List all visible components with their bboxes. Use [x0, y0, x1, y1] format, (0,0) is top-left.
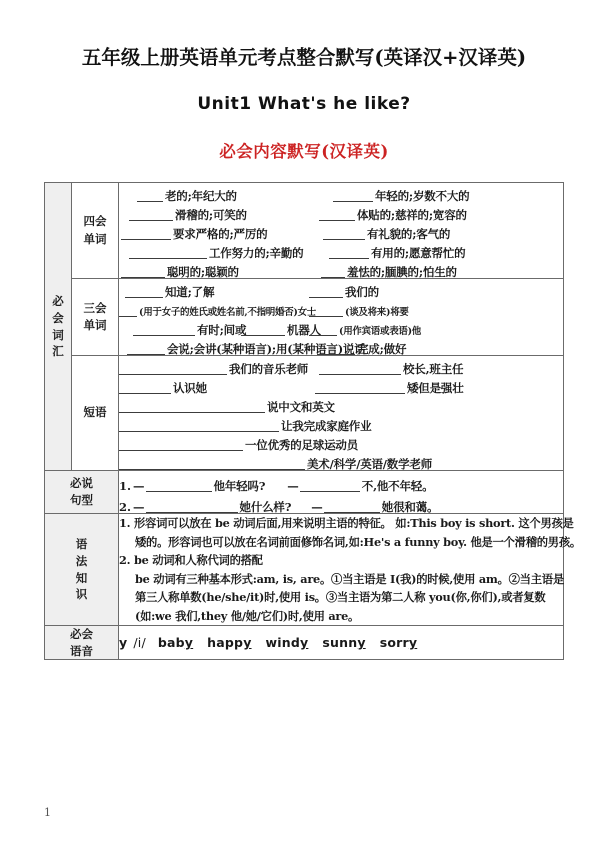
phonics-word-stem: happ: [207, 635, 244, 651]
prompt-text: 矮但是强壮: [407, 380, 464, 395]
grammar-line: be 动词有三种基本形式:am, is, are。①当主语是 I(我)的时候,使用 am。②当主语是: [135, 571, 564, 586]
label-char: 会: [52, 310, 64, 325]
prompt-text: 他年轻吗?: [213, 478, 266, 493]
grammar-line: 2. be 动词和人称代词的搭配: [119, 553, 263, 567]
answer-blank[interactable]: [119, 439, 243, 451]
vocab-entry: [119, 322, 247, 337]
answer-blank[interactable]: [146, 480, 212, 492]
vocab-entry-row: [119, 451, 563, 470]
table-row-phrases: [45, 356, 564, 471]
phonics-word-stem: wind: [265, 635, 301, 651]
grammar-line: 第三人称单数(he/she/it)时,使用 is。③当主语为第二人称 you(你,你们),或者复数: [135, 590, 546, 604]
prompt-text: 说中文和英文: [267, 399, 335, 414]
unit-title: Unit1 What's he like?: [197, 94, 411, 114]
table-row-phonics: [45, 626, 564, 660]
vocab-entry-row: [119, 317, 563, 336]
vocab-section-label: [45, 183, 72, 471]
worksheet-table-body: [45, 183, 581, 660]
vocab-entry: [319, 190, 469, 202]
vocab-entry: [119, 439, 358, 451]
answer-blank[interactable]: [321, 266, 345, 278]
vocab-entry: [119, 363, 315, 375]
vocab-entry: [319, 228, 450, 240]
answer-blank[interactable]: [309, 305, 343, 317]
phonics-symbol: /i/: [133, 635, 146, 651]
table-row-sentences: [45, 471, 564, 514]
prompt-text: 羞怯的;腼腆的;怕生的: [347, 264, 457, 279]
answer-blank[interactable]: [119, 401, 265, 413]
sentences-content: [119, 471, 564, 514]
prompt-text: (用于女子的姓氏或姓名前,不指明婚否)女士: [139, 306, 316, 318]
label-char: 法: [75, 553, 88, 568]
grammar-content: [119, 514, 581, 626]
label-line: 四会: [83, 214, 107, 229]
sentence-number: 2.: [119, 499, 132, 514]
vocab-entry: [119, 305, 316, 318]
vocab-entry-row: [119, 221, 563, 240]
answer-blank[interactable]: [127, 343, 165, 355]
grammar-line: (如:we 我们,they 他/她/它们)时,使用 are。: [135, 608, 360, 623]
answer-blank[interactable]: [119, 363, 227, 375]
phonics-letter: y: [119, 635, 128, 651]
grammar-line: 矮的。形容词也可以放在名词前面修饰名词,如:He's a funny boy. 他是一个滑稽的男孩。: [135, 534, 581, 549]
answer-blank[interactable]: [329, 247, 369, 259]
phonics-word-underlined: y: [243, 635, 252, 651]
sentence-row: [119, 492, 563, 513]
phonics-word-underlined: y: [357, 635, 366, 651]
sentence-number: 1.: [119, 478, 132, 493]
answer-blank[interactable]: [137, 190, 163, 202]
prompt-text: 滑稽的;可笑的: [175, 207, 247, 222]
vocab-entry: [119, 247, 319, 259]
prompt-text: 美术/科学/英语/数学老师: [307, 456, 432, 471]
three-skills-label: [72, 279, 119, 356]
answer-blank[interactable]: [119, 305, 137, 317]
vocab-entry: [119, 228, 319, 240]
vocab-entry: [319, 266, 457, 278]
vocab-entry: [237, 322, 321, 337]
vocab-entry: [319, 209, 467, 221]
worksheet-page: [0, 42, 608, 861]
label-char: 语: [75, 537, 88, 552]
label-line: 三会: [83, 300, 107, 315]
label-char: 必: [52, 294, 64, 309]
worksheet-table: [44, 182, 581, 660]
prompt-text: 工作努力的;辛勤的: [209, 245, 304, 260]
vocab-entry: [119, 209, 319, 221]
phonics-word-stem: bab: [157, 635, 185, 651]
table-row-four-skills: [45, 183, 564, 279]
section-title-red: 必会内容默写(汉译英): [219, 142, 389, 161]
vocab-entry-row: [119, 202, 563, 221]
vocab-entry-row: [119, 413, 563, 432]
prompt-text: (谈及将来)将要: [345, 306, 409, 318]
answer-blank[interactable]: [119, 420, 279, 432]
vocab-entry-row: [119, 394, 563, 413]
prompt-text: 让我完成家庭作业: [281, 418, 372, 433]
vocab-entry-row: [119, 375, 563, 394]
label-line: 语音: [70, 643, 93, 658]
vocab-entry: [309, 305, 409, 317]
phonics-word-stem: sunn: [322, 635, 358, 651]
vocab-entry: [309, 343, 406, 355]
sentence-row: [119, 471, 563, 492]
vocab-entry: [319, 247, 465, 259]
answer-blank[interactable]: [241, 324, 285, 336]
sentences-label: [45, 471, 119, 514]
phrases-content: [119, 356, 564, 471]
three-skills-content: [119, 279, 564, 356]
grammar-line: 1. 形容词可以放在 be 动词后面,用来说明主语的特征。 如:This boy is short. 这个男孩是: [119, 516, 574, 530]
answer-blank[interactable]: [319, 209, 355, 221]
label-line: 单词: [83, 318, 107, 332]
answer-blank[interactable]: [129, 209, 173, 221]
answer-blank[interactable]: [121, 228, 171, 240]
answer-blank[interactable]: [121, 266, 165, 278]
phonics-word-underlined: y: [184, 635, 194, 651]
four-skills-content: [119, 183, 564, 279]
vocab-entry: [119, 266, 319, 278]
phonics-label: [45, 626, 119, 660]
vocab-entry: [119, 401, 335, 413]
vocab-entry-row: [119, 183, 563, 202]
vocab-entry: [119, 458, 432, 470]
vocab-entry: [119, 341, 366, 356]
four-skills-label: [72, 183, 119, 279]
label-char: 词: [52, 327, 64, 342]
vocab-entry: [119, 420, 371, 432]
vocab-entry-row: [119, 279, 563, 298]
answer-blank[interactable]: [119, 458, 305, 470]
prompt-text: 我们的: [345, 284, 379, 299]
prompt-text: 年轻的;岁数不大的: [375, 188, 470, 203]
page-title: 五年级上册英语单元考点整合默写(英译汉+汉译英): [81, 46, 527, 69]
page-number: 1: [44, 806, 51, 819]
prompt-text: 她很和蔼。: [381, 499, 439, 514]
label-char: 识: [75, 587, 88, 602]
phonics-content: [119, 626, 564, 660]
answer-blank[interactable]: [300, 480, 360, 492]
label-line: 必会: [70, 627, 93, 641]
answer-blank[interactable]: [146, 501, 238, 513]
prompt-text: 认识她: [173, 380, 207, 395]
label-line: 单词: [83, 231, 107, 246]
phonics-word: [266, 635, 309, 650]
answer-blank[interactable]: [319, 363, 401, 375]
vocab-entry: [315, 363, 463, 375]
prompt-text: 要求严格的;严厉的: [173, 226, 268, 241]
phonics-line: [119, 635, 563, 650]
vocab-entry: [315, 382, 464, 394]
prompt-text: 会说;会讲(某种语言);用(某种语言)说话: [167, 341, 366, 356]
prompt-text: 有用的;愿意帮忙的: [371, 245, 466, 260]
phonics-word: [380, 635, 418, 650]
prompt-text: 知道;了解: [165, 284, 215, 299]
table-row-three-skills: [45, 279, 564, 356]
phonics-word-underlined: y: [408, 635, 418, 651]
prompt-text: 不,他不年轻。: [361, 478, 434, 493]
label-char: 汇: [52, 344, 64, 359]
dialogue-dash: —: [311, 499, 323, 514]
label-char: 知: [75, 570, 88, 585]
prompt-text: (用作宾语或表语)他: [339, 325, 421, 337]
vocab-entry: [309, 286, 379, 298]
prompt-text: 聪明的;聪颖的: [167, 264, 239, 279]
phonics-word: [158, 635, 193, 650]
dialogue-dash: —: [133, 499, 145, 514]
grammar-label: [45, 514, 119, 626]
vocab-entry-row: [119, 336, 563, 355]
vocab-entry-row: [119, 298, 563, 317]
label-line: 句型: [70, 493, 93, 507]
prompt-text: 她什么样?: [239, 499, 292, 514]
prompt-text: 体贴的;慈祥的;宽容的: [357, 207, 467, 222]
phrases-label: 短语: [72, 356, 119, 471]
prompt-text: 有礼貌的;客气的: [367, 226, 451, 241]
answer-blank[interactable]: [125, 286, 163, 298]
prompt-text: 老的;年纪大的: [165, 188, 237, 203]
dialogue-dash: —: [287, 478, 299, 493]
vocab-entry: [309, 324, 421, 336]
vocab-entry-row: [119, 356, 563, 375]
answer-blank[interactable]: [309, 324, 337, 336]
answer-blank[interactable]: [317, 343, 355, 355]
answer-blank[interactable]: [315, 382, 405, 394]
phonics-word: [322, 635, 365, 650]
phonics-word-stem: sorr: [379, 635, 409, 651]
answer-blank[interactable]: [133, 324, 195, 336]
prompt-text: 我们的音乐老师: [229, 361, 309, 376]
answer-blank[interactable]: [119, 382, 171, 394]
vocab-entry: [119, 190, 319, 202]
vocab-entry-row: [119, 259, 563, 278]
prompt-text: 校长,班主任: [403, 361, 464, 376]
answer-blank[interactable]: [324, 501, 380, 513]
phonics-word-underlined: y: [300, 635, 309, 651]
answer-blank[interactable]: [309, 286, 343, 298]
label-line: 必说: [70, 476, 93, 491]
vocab-entry: [119, 382, 315, 394]
phonics-word: [207, 635, 251, 650]
table-row-grammar: [45, 514, 564, 626]
prompt-text: 有时;间或: [197, 322, 247, 337]
answer-blank[interactable]: [323, 228, 365, 240]
vocab-entry-row: [119, 432, 563, 451]
dialogue-dash: —: [133, 478, 145, 493]
prompt-text: 机器人: [287, 322, 321, 337]
answer-blank[interactable]: [333, 190, 373, 202]
prompt-text: 一位优秀的足球运动员: [245, 437, 358, 452]
vocab-entry-row: [119, 240, 563, 259]
vocab-entry: [119, 286, 309, 298]
prompt-text: 完成;做好: [357, 341, 407, 356]
answer-blank[interactable]: [129, 247, 207, 259]
